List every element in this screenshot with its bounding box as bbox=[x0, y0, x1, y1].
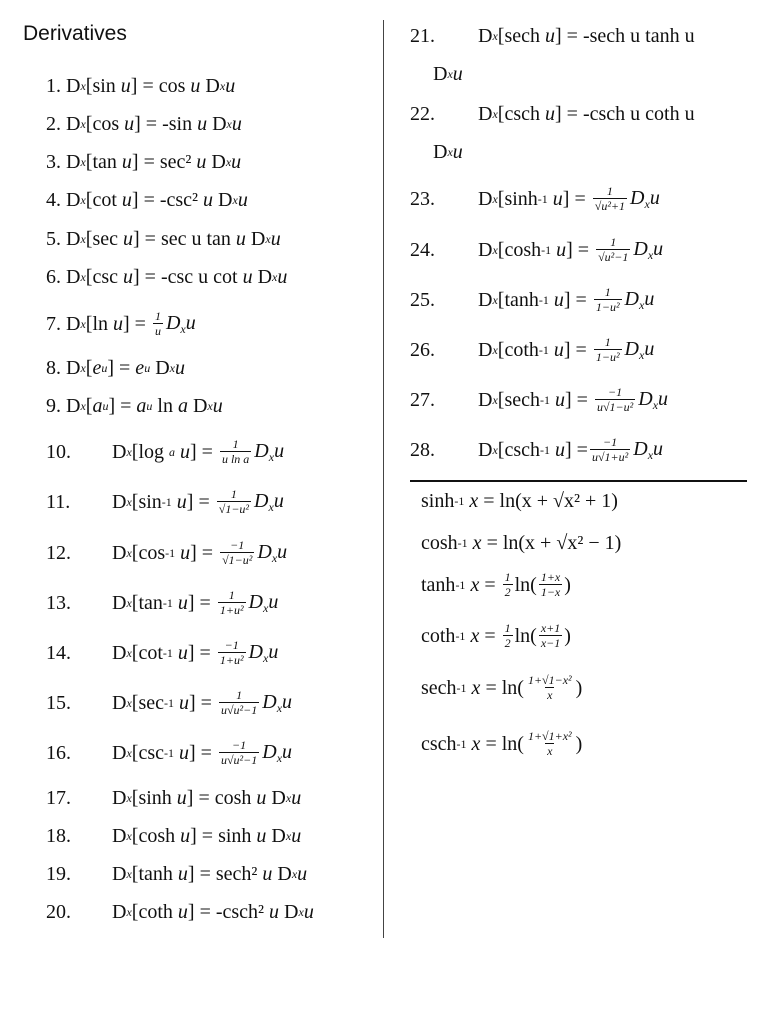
formula-2: 2. D x [ cos u ] = -sin u D x u bbox=[46, 113, 242, 135]
formula-9: 9. D x [ a u ] = a u ln a D x u bbox=[46, 395, 223, 417]
formula-23: 23. D x [ sinh -1 u ] = $\frac{1}{\text{√u²+1}}$ $D_xu$ bbox=[410, 184, 660, 214]
formula-17: 17. D x [ sinh u ] = cosh u D x u bbox=[46, 787, 302, 809]
formula-24: 24. D x [ cosh -1 u ] = $\frac{1}{\text{√u²−1}}$ $D_xu$ bbox=[410, 235, 664, 265]
formula-1: 1. D x [ sin u ] = cos u D x u bbox=[46, 75, 236, 97]
formula-10: 10. D x [log a u ] = $\frac{1}{\text{u ln a}}$ $D_xu$ bbox=[46, 437, 285, 467]
formula-27: 27. D x [ sech -1 u ] = $\frac{-1}{\text{u√1−u²}}$ $D_xu$ bbox=[410, 385, 669, 415]
section-divider bbox=[410, 480, 747, 482]
formula-8: 8. D x [ e u ] = e u D x u bbox=[46, 357, 185, 379]
column-divider bbox=[383, 20, 384, 938]
formula-12: 12. D x [ cos -1 u ] = $\frac{-1}{\text{√1−u²}}$ $D_xu$ bbox=[46, 538, 288, 568]
formula-11: 11. D x [ sin -1 u ] = $\frac{1}{\text{√1−u²}}$ $D_xu$ bbox=[46, 487, 284, 517]
formula-5: 5. D x [ sec u ] = sec u tan u D x u bbox=[46, 228, 281, 250]
formula-19: 19. D x [ tanh u ] = sech² u D x u bbox=[46, 863, 308, 885]
formula-20: 20. D x [ coth u ] = -csch² u D x u bbox=[46, 901, 314, 923]
identity-cosh: cosh -1 x = ln(x + √x² − 1) bbox=[421, 532, 622, 554]
formula-18: 18. D x [ cosh u ] = sinh u D x u bbox=[46, 825, 302, 847]
identity-sech: sech -1 x = ln( $\frac{\text{1+√1−x²}}{x}$ ) bbox=[421, 673, 583, 703]
page-title: Derivatives bbox=[23, 22, 127, 45]
identity-csch: csch -1 x = ln( $\frac{\text{1+√1+x²}}{x}$ ) bbox=[421, 729, 583, 759]
identity-coth: coth -1 x = $\frac{1}{2}$ ln( $\frac{x+1}{x-1}$ ) bbox=[421, 621, 571, 651]
formula-7: 7. D x [ln u ] = $\frac{1}{u}$ $D_xu$ bbox=[46, 309, 196, 339]
formula-3: 3. D x [ tan u ] = sec² u D x u bbox=[46, 151, 242, 173]
formula-15: 15. D x [ sec -1 u ] = $\frac{1}{\text{u√u²−1}}$ $D_xu$ bbox=[46, 688, 293, 718]
formula-26: 26. D x [ coth -1 u ] = $\frac{1}{\text{1−u²}}$ $D_xu$ bbox=[410, 335, 655, 365]
formula-4: 4. D x [ cot u ] = -csc² u D x u bbox=[46, 189, 248, 211]
formula-22-cont: D x u bbox=[433, 141, 463, 163]
formula-14: 14. D x [ cot -1 u ] = $\frac{-1}{\text{1+u²}}$ $D_xu$ bbox=[46, 638, 279, 668]
formula-21-cont: D x u bbox=[433, 63, 463, 85]
formula-21: 21. D x [ sech u ] = -sech u tanh u bbox=[410, 25, 695, 47]
formula-6: 6. D x [ csc u ] = -csc u cot u D x u bbox=[46, 266, 288, 288]
formula-22: 22. D x [ csch u ] = -csch u coth u bbox=[410, 103, 695, 125]
identity-sinh: sinh -1 x = ln(x + √x² + 1) bbox=[421, 490, 618, 512]
formula-28: 28. D x [ csch -1 u ] = $\frac{-1}{\text{u√1+u²}}$ $D_xu$ bbox=[410, 435, 664, 465]
identity-tanh: tanh -1 x = $\frac{1}{2}$ ln( $\frac{1+x}{1-x}$ ) bbox=[421, 570, 571, 600]
formula-16: 16. D x [ csc -1 u ] = $\frac{-1}{\text{u√u²−1}}$ $D_xu$ bbox=[46, 738, 293, 768]
formula-13: 13. D x [ tan -1 u ] = $\frac{1}{\text{1+u²}}$ $D_xu$ bbox=[46, 588, 279, 618]
formula-25: 25. D x [ tanh -1 u ] = $\frac{1}{\text{1−u²}}$ $D_xu$ bbox=[410, 285, 655, 315]
